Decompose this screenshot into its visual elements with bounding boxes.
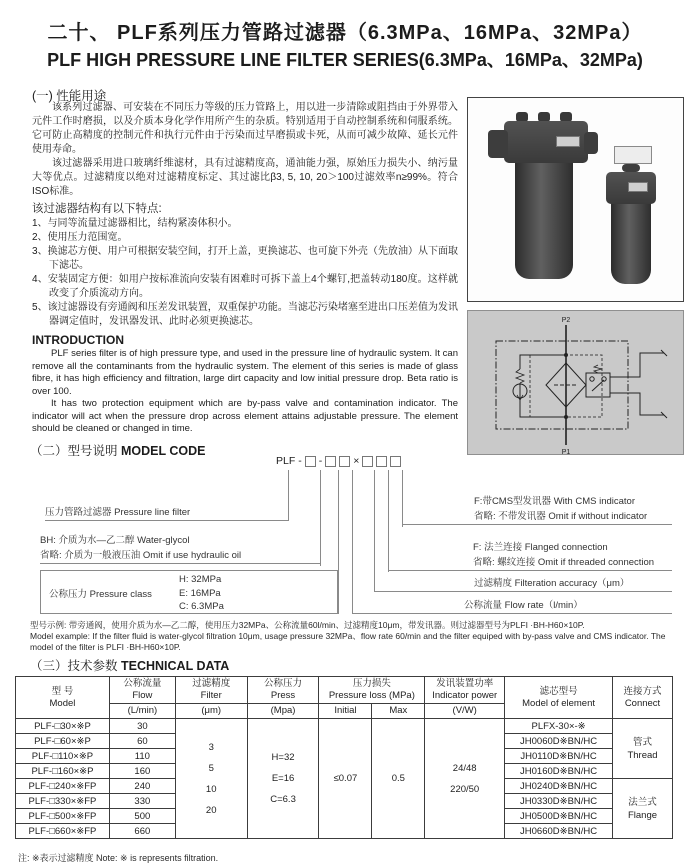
cell-element: JH0240D※BN/HC (505, 779, 613, 794)
feature-item-1: 1、与同等流量过滤器相比，结构紧凑体积小。 (32, 218, 238, 229)
cell-model: PLF-□30×※P (16, 719, 110, 734)
pressure-option-c: C: 6.3MPa (179, 601, 224, 612)
cell-filter-values: 3 5 10 20 (175, 719, 247, 839)
product-photo (467, 97, 684, 302)
model-example (30, 620, 678, 653)
legend-medium-line2: 省略: 介质为一般液压油 Omit if use hydraulic oil (40, 550, 242, 561)
subheader-max: Max (372, 704, 425, 719)
col-header-element: 滤芯型号 Model of element (505, 677, 613, 719)
cell-flow: 240 (109, 779, 175, 794)
connector-line (288, 470, 289, 521)
col-header-connect: 连接方式 Connect (613, 677, 673, 719)
cell-model: PLF-□110×※P (16, 749, 110, 764)
connector-line (374, 470, 375, 592)
cell-element: JH0500D※BN/HC (505, 809, 613, 824)
performance-paragraph-2: 该过滤器采用进口玻璃纤维滤材，具有过滤精度高，通油能力强，原始压力损失小、纳污量大等优点。过滤精度以绝对过滤精度标定、其过滤比β3, 5, 10, 20＞100过滤效率n≥99%。符合ISO标准。 (32, 158, 458, 197)
unit-power: (V/W) (425, 704, 505, 719)
model-code-separator: - (298, 455, 302, 467)
cell-element: JH0110D※BN/HC (505, 749, 613, 764)
cell-flow: 500 (109, 809, 175, 824)
section2-heading-en: MODEL CODE (121, 444, 206, 458)
section3-heading (30, 656, 229, 674)
introduction-paragraph-2: It has two protection equipment which are by-pass valve and contamination indicator. The indicator will act when the pressure drop across element attains adjustable pressure. The element should be cleaned or changed in time. (32, 398, 458, 434)
legend-connection-line2: 省略: 螺纹连接 Omit if threaded connection (473, 557, 655, 568)
feature-item-5: 5、该过滤器设有旁通阀和压差发讯装置，双重保护功能。当滤芯污染堵塞至进出口压差值为发讯器调定值时，发讯器发讯、此时必须更换滤芯。 (32, 302, 458, 327)
table-note: 注: ※表示过滤精度 Note: ※ is represents filtration. (18, 853, 219, 863)
cell-element: JH0060D※BN/HC (505, 734, 613, 749)
legend-pressure-class (40, 570, 338, 614)
cell-element: JH0660D※BN/HC (505, 824, 613, 839)
legend-connection (388, 540, 672, 571)
technical-data-table (15, 676, 673, 839)
cell-model: PLF-□240×※FP (16, 779, 110, 794)
model-code-separator: - (318, 455, 323, 467)
model-code-box-3 (339, 456, 350, 467)
section2-heading (30, 441, 206, 459)
feature-item-4: 4、安装固定方便：如用户按标准流向安装有困难时可拆下盖上4个螺钉,把盖转动180度。这样就改变了介质流动方向。 (32, 274, 458, 299)
cell-flow: 110 (109, 749, 175, 764)
model-example-zh: 型号示例: 带旁通阀，使用介质为水—乙二醇，使用压力32MPa、公称流量60l/min、过滤精度10μm，带发讯器。则过滤器型号为PLFI ·BH-H60×10P. (30, 620, 585, 630)
legend-pressure-class-label: 公称压力 Pressure class (49, 589, 152, 600)
unit-filter: (μm) (175, 704, 247, 719)
model-code-prefix: PLF (276, 455, 296, 467)
legend-filtration-accuracy: 过滤精度 Filteration accuracy（μm） (374, 576, 672, 592)
legend-medium (40, 533, 320, 564)
port-label-top: P2 (561, 317, 571, 324)
cell-flow: 60 (109, 734, 175, 749)
legend-cms-line2: 省略: 不带发讯器 Omit if without indicator (474, 511, 648, 522)
cell-connect-thread: 管式 Thread (613, 719, 673, 779)
model-code-box-2 (325, 456, 336, 467)
performance-text-column (32, 101, 458, 443)
section2-heading-zh: （二）型号说明 (30, 444, 118, 458)
legend-cms-line1: F:带CMS型发讯器 With CMS indicator (474, 496, 635, 507)
circuit-schematic-icon (468, 311, 685, 456)
features-title: 该过滤器结构有以下特点: (32, 203, 162, 215)
col-header-indicator-power: 发讯装置功率 Indicator power (425, 677, 505, 704)
connector-line (352, 470, 353, 614)
pressure-option-e: E: 16MPa (179, 587, 221, 599)
small-filter-image (598, 146, 668, 286)
col-header-flow: 公称流量 Flow (109, 677, 175, 704)
section1-heading: (一) 性能用途 (32, 89, 107, 103)
col-header-model: 型 号 Model (16, 677, 110, 719)
cell-press-values: H=32 E=16 C=6.3 (247, 719, 319, 839)
legend-flow-rate: 公称流量 Flow rate（l/min） (352, 598, 672, 614)
section3-heading-en: TECHNICAL DATA (121, 659, 230, 673)
pressure-option-h: H: 32MPa (179, 574, 222, 585)
cell-power-values: 24/48 220/50 (425, 719, 505, 839)
model-code-multiplier: × (353, 455, 360, 467)
large-filter-image (498, 112, 608, 282)
page-title-zh: 二十、 PLF系列压力管路过滤器（6.3MPa、16MPa、32MPa） (47, 22, 643, 44)
cell-loss-max: 0.5 (372, 719, 425, 839)
cell-model: PLF-□660×※FP (16, 824, 110, 839)
model-code-box-1 (305, 456, 316, 467)
introduction-heading: INTRODUCTION (32, 333, 124, 347)
cell-element: JH0160D※BN/HC (505, 764, 613, 779)
legend-cms-indicator (402, 494, 672, 525)
cell-loss-initial: ≤0.07 (319, 719, 372, 839)
col-header-press: 公称压力 Press (247, 677, 319, 704)
cell-flow: 30 (109, 719, 175, 734)
model-code-box-5 (376, 456, 387, 467)
legend-pressure-line-filter: 压力管路过滤器 Pressure line filter (45, 505, 288, 521)
introduction-paragraph-1: PLF series filter is of high pressure type, and used in the pressure line of hydraulic system. It can remove all the contaminants from the hydraulic system. The element of this series is made of glass fibre, it has high efficiency and filtration, large dirt capacity and low initial pressure drop. Beta ratio is over 100. (32, 348, 458, 397)
model-code-box-4 (362, 456, 373, 467)
connector-line (338, 470, 339, 614)
cell-model: PLF-□160×※P (16, 764, 110, 779)
legend-medium-line1: BH: 介质为水—乙二醇 Water-glycol (40, 535, 190, 546)
cell-element: PLFX-30×-※ (505, 719, 613, 734)
table-row (16, 719, 673, 734)
subheader-initial: Initial (319, 704, 372, 719)
connector-line (320, 470, 321, 566)
model-example-en: Model example: If the filter fluid is water-glycol filtration 10μm, usage pressure 32MPa、flow rate 60/min and the filter equiped with by-pass valve and CMS indicator. The model of the filter is PLFI ·BH-H60×10P. (30, 631, 666, 652)
cell-flow: 160 (109, 764, 175, 779)
performance-paragraph-1: 该系列过滤器、可安装在不同压力等级的压力管路上，用以进一步清除或阻挡由于外界带入元件工作时磨损，以及介质本身化学作用所产生的杂质。特别适用于自动控制系统和伺服系统。它可防止高精度的控制元件和执行元件由于污染而过早磨损或卡死，从而可减少故障、延长元件使用寿命。 (32, 102, 458, 155)
feature-item-3: 3、换滤芯方便、用户可根据安装空间，打开上盖，更换滤芯、也可旋下外壳（先放油）从下面取下滤芯。 (32, 246, 458, 271)
unit-flow: (L/min) (109, 704, 175, 719)
model-code-string (276, 455, 401, 467)
feature-item-2: 2、使用压力范围宽。 (32, 232, 128, 243)
cell-connect-flange: 法兰式 Flange (613, 779, 673, 839)
port-label-bottom: P1 (561, 449, 571, 456)
cell-model: PLF-□330×※FP (16, 794, 110, 809)
section3-heading-zh: （三）技术参数 (30, 659, 118, 673)
model-code-box-6 (390, 456, 401, 467)
cell-flow: 330 (109, 794, 175, 809)
cell-model: PLF-□500×※FP (16, 809, 110, 824)
cell-flow: 660 (109, 824, 175, 839)
legend-connection-line1: F: 法兰连接 Flanged connection (473, 542, 608, 553)
page-title-en: PLF HIGH PRESSURE LINE FILTER SERIES(6.3MPa、16MPa、32MPa) (47, 50, 643, 70)
cell-model: PLF-□60×※P (16, 734, 110, 749)
col-header-pressure-loss: 压力损失 Pressure loss (MPa) (319, 677, 425, 704)
unit-press: (Mpa) (247, 704, 319, 719)
cell-element: JH0330D※BN/HC (505, 794, 613, 809)
hydraulic-circuit-diagram (467, 310, 684, 455)
col-header-filter: 过滤精度 Filter (175, 677, 247, 704)
